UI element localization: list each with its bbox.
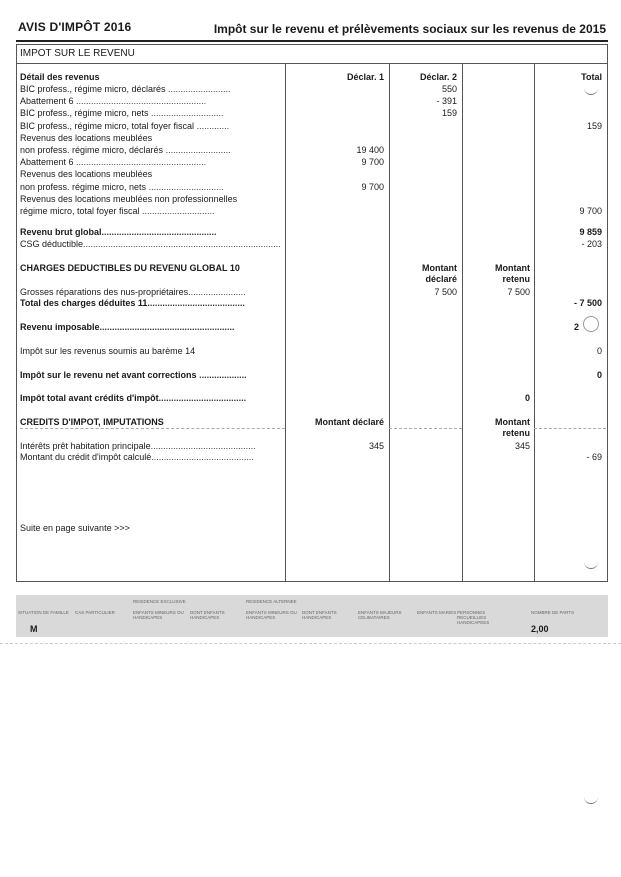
situation-value: M [30, 624, 38, 634]
detail-row-declar-1: 19 400 [356, 145, 384, 155]
credits-dashed-rule [20, 428, 285, 429]
charges-title: CHARGES DEDUCTIBLES DU REVENU GLOBAL 10 [20, 263, 240, 273]
charges-row-label: Grosses réparations des nus-propriétaires....................... [20, 287, 246, 297]
detail-row-declar-2: 550 [441, 84, 457, 94]
detail-row-label: BIC profess., régime micro, nets ............................. [20, 108, 224, 119]
charges-row-declare: 7 500 [434, 287, 457, 297]
revenu-imposable-label: Revenu imposable...................................................... [20, 322, 235, 332]
charges-col-declare: Montant déclaré [422, 263, 457, 284]
credits-dashed-rule-3 [534, 428, 606, 429]
impot-total-value: 0 [524, 393, 530, 403]
footer-group-label: RESIDENCE ALTERNEE [246, 599, 297, 604]
column-divider-4 [534, 64, 535, 582]
footer-column-label: DONT ENFANTS HANDICAPES [190, 610, 225, 620]
footer-column-label: PERSONNES RECUEILLIES HANDICAPEES [457, 610, 490, 625]
footer-column-label: NOMBRE DE PARTS [531, 610, 575, 615]
credits-title: CREDITS D'IMPOT, IMPUTATIONS [20, 417, 164, 427]
credits-row1-declare: 345 [368, 441, 384, 451]
continuation-note: Suite en page suivante >>> [20, 523, 130, 533]
credits-col-declare: Montant déclaré [314, 417, 384, 427]
detail-row-label: Revenus des locations meublées non professionnelles [20, 193, 238, 204]
punch-hole [583, 316, 599, 332]
impot-total-label: Impôt total avant crédits d'impôt................................... [20, 393, 247, 403]
detail-row-label: non profess. régime micro, déclarés .......................... [20, 145, 231, 155]
footer-column-label: SITUATION DE FAMILLE [18, 610, 69, 615]
detail-row-declar-2: - 391 [436, 96, 457, 107]
column-header-declar-2: Déclar. 2 [419, 72, 457, 82]
footer-column-label: ENFANTS MINEURS OU HANDICAPES [133, 610, 184, 620]
footer-column-label: ENFANTS MARIES [417, 610, 457, 615]
credits-row1-label: Intérêts prêt habitation principale.......................................... [20, 441, 256, 451]
parts-value: 2,00 [531, 624, 549, 634]
detail-row-declar-1: 9 700 [361, 181, 384, 192]
detail-row-total: 159 [586, 120, 602, 131]
detail-row-label: Abattement 6 .................................................... [20, 96, 207, 107]
revenu-brut-value: 9 859 [579, 227, 602, 237]
detail-row-declar-2: 159 [441, 108, 457, 119]
credits-col-retenu: Montant retenu [495, 417, 530, 438]
revenu-imposable-value: 2 [574, 322, 580, 332]
column-header-declar-1: Déclar. 1 [346, 72, 384, 82]
detail-title: Détail des revenus [20, 72, 100, 82]
impot-bareme-value: 0 [596, 346, 602, 356]
column-divider-2 [389, 64, 390, 582]
impot-bareme-label: Impôt sur les revenus soumis au barème 14 [20, 346, 196, 356]
binder-mark [584, 795, 598, 804]
impot-net-label: Impôt sur le revenu net avant corrections ................... [20, 370, 247, 380]
impot-net-value: 0 [596, 370, 602, 380]
csg-value: - 203 [581, 239, 602, 249]
column-divider-1 [285, 64, 286, 582]
detail-row-label: Abattement 6 .................................................... [20, 157, 207, 168]
column-header-total: Total [581, 72, 602, 82]
footer-column-label: ENFANTS MAJEURS CELIBATAIRES [358, 610, 402, 620]
detail-row-label: régime micro, total foyer fiscal ............................. [20, 206, 215, 216]
column-divider-3 [462, 64, 463, 582]
notice-subtitle: Impôt sur le revenu et prélèvements sociaux sur les revenus de 2015 [213, 22, 606, 36]
charges-col-retenu: Montant retenu [495, 263, 530, 284]
detail-row-total: 9 700 [579, 206, 602, 216]
footer-column-label: ENFANTS MINEURS OU HANDICAPES [246, 610, 297, 620]
charges-total-label: Total des charges déduites 11....................................... [20, 298, 245, 308]
section-title: IMPOT SUR LE REVENU [20, 48, 135, 59]
detail-row-label: BIC profess., régime micro, total foyer fiscal ............. [20, 120, 230, 131]
charges-row-retenu: 7 500 [507, 287, 530, 297]
credits-dashed-rule-2 [389, 428, 462, 429]
detail-row-declar-1: 9 700 [361, 157, 384, 168]
credits-row1-retenu: 345 [514, 441, 530, 451]
credits-row2-value: - 69 [586, 452, 602, 462]
footer-column-label: DONT ENFANTS HANDICAPES [302, 610, 337, 620]
detail-row-label: BIC profess., régime micro, déclarés ......................... [20, 84, 231, 94]
detail-row-label: non profess. régime micro, nets .............................. [20, 181, 224, 192]
credits-row2-label: Montant du crédit d'impôt calculé......................................... [20, 452, 254, 462]
header-divider [16, 40, 608, 42]
notice-title: AVIS D'IMPÔT 2016 [18, 20, 132, 34]
csg-label: CSG déductible............................................................................... [20, 239, 281, 249]
table-header-divider [16, 63, 608, 64]
perforation-line [0, 643, 621, 644]
charges-total-value: - 7 500 [573, 298, 602, 308]
revenu-brut-label: Revenu brut global.............................................. [20, 227, 217, 237]
footer-column-label: CAS PARTICULIER [75, 610, 115, 615]
detail-row-label: Revenus des locations meublées [20, 169, 153, 180]
footer-group-label: RESIDENCE EXCLUSIVE [133, 599, 186, 604]
detail-row-label: Revenus des locations meublées [20, 132, 153, 143]
